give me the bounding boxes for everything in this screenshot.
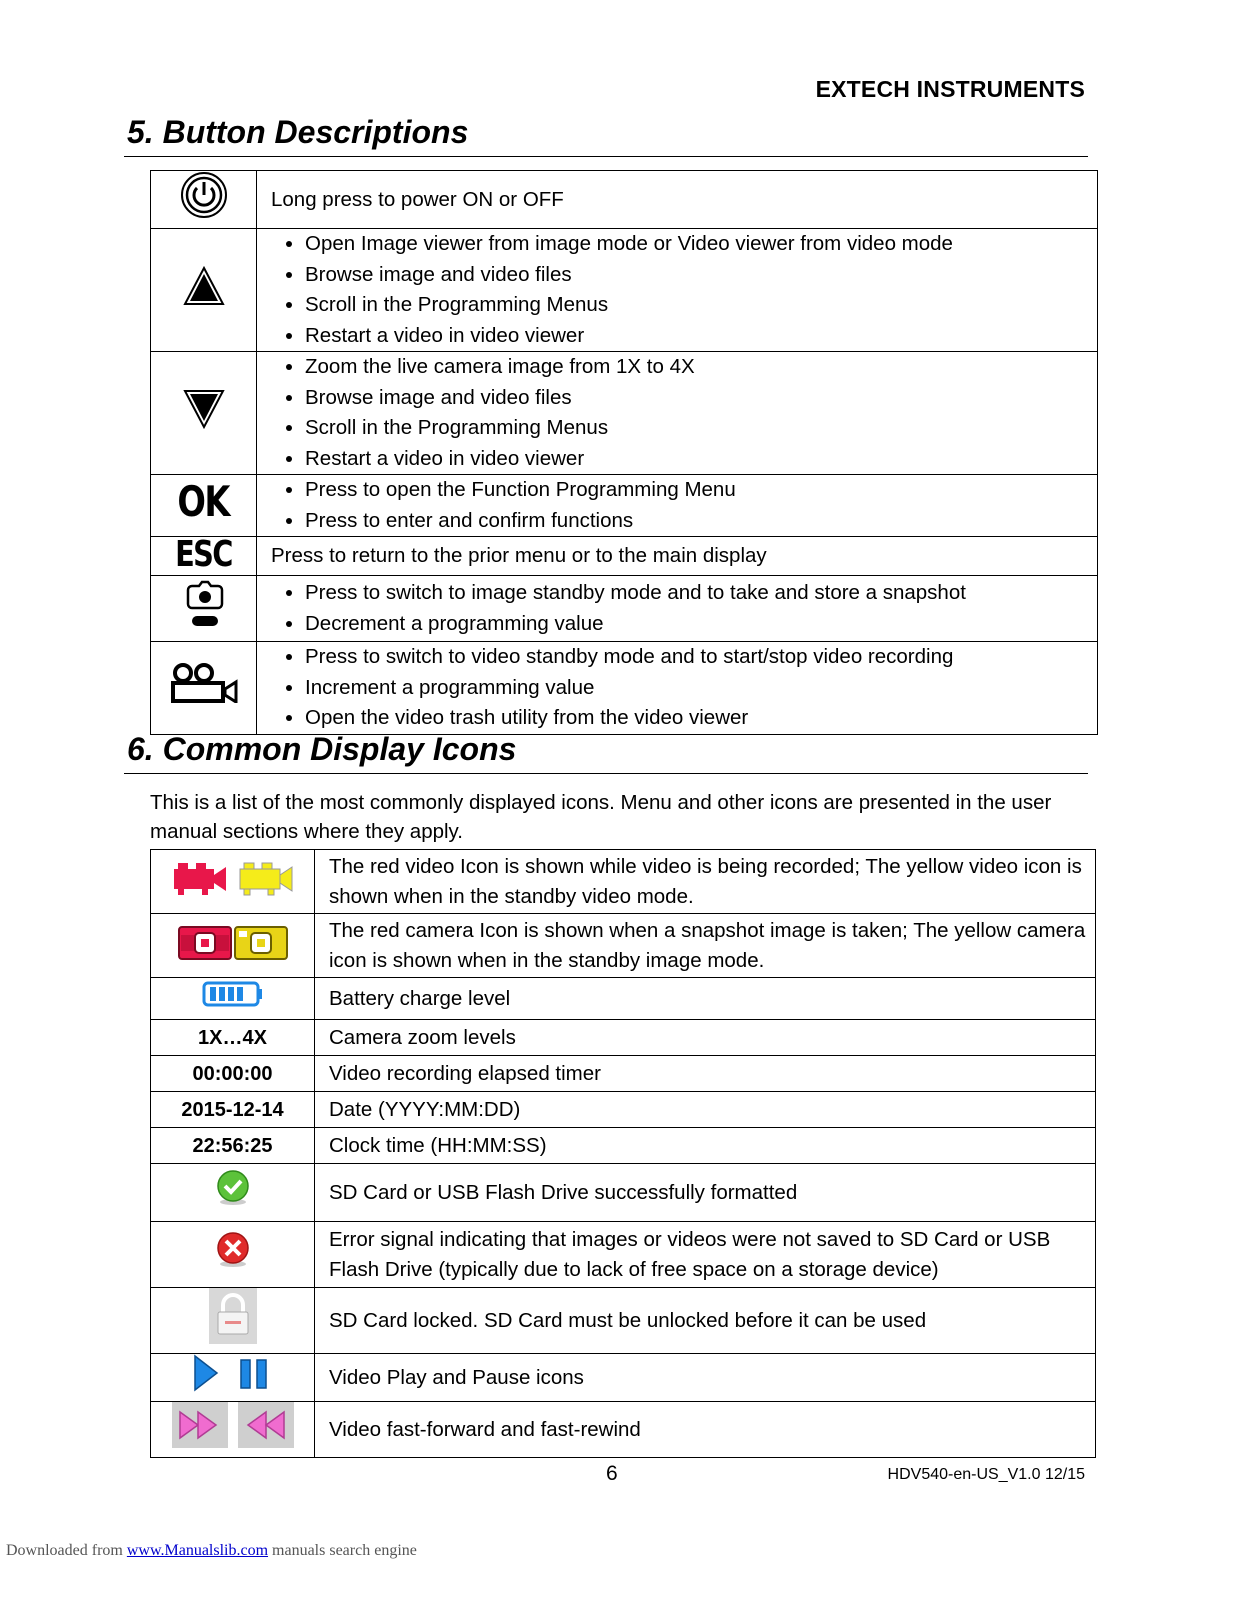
table-row — [151, 229, 1098, 352]
table-row — [151, 1402, 1096, 1458]
table-row — [151, 1056, 1096, 1092]
error-icon — [213, 1230, 253, 1270]
download-note — [6, 1542, 417, 1560]
row-text: Clock time (HH:MM:SS) — [315, 1128, 1096, 1164]
table-row — [151, 537, 1098, 576]
download-suffix: manuals search engine — [268, 1542, 417, 1559]
row-text: Video fast-forward and fast-rewind — [315, 1402, 1096, 1458]
page-number: 6 — [606, 1462, 618, 1485]
table-row — [151, 1354, 1096, 1402]
bullet-list — [257, 578, 1097, 639]
up-triangle-icon — [183, 266, 225, 306]
lock-icon — [209, 1288, 257, 1344]
display-icons-table — [150, 849, 1096, 1458]
esc-button-label: ESC — [175, 534, 232, 575]
table-row — [151, 914, 1096, 978]
table-row — [151, 978, 1096, 1020]
section-rule — [124, 156, 1088, 157]
row-text: Error signal indicating that images or videos were not saved to SD Card or USB Flash Drive (typically due to lack of free space on a storage device) — [315, 1222, 1096, 1288]
list-item: • Restart a video in video viewer — [305, 444, 1097, 475]
power-icon-cell — [151, 171, 257, 229]
row-text: The red video Icon is shown while video is being recorded; The yellow video icon is shown when in the standby video mode. — [315, 850, 1096, 914]
list-item: • Decrement a programming value — [305, 609, 1097, 640]
list-item: • Browse image and video files — [305, 260, 1097, 291]
row-text: Long press to power ON or OFF — [257, 171, 1098, 229]
table-row — [151, 1092, 1096, 1128]
video-button-icon — [170, 663, 238, 703]
bullet-list — [257, 229, 1097, 351]
table-row — [151, 576, 1098, 642]
play-pause-icons — [191, 1354, 275, 1392]
bullet-list — [257, 642, 1097, 734]
row-text: Battery charge level — [315, 978, 1096, 1020]
list-item: • Open the video trash utility from the video viewer — [305, 703, 1097, 734]
list-item: • Scroll in the Programming Menus — [305, 413, 1097, 444]
row-text: Camera zoom levels — [315, 1020, 1096, 1056]
table-row — [151, 850, 1096, 914]
table-row — [151, 1288, 1096, 1354]
table-row — [151, 1020, 1096, 1056]
table-row — [151, 352, 1098, 475]
check-icon — [213, 1168, 253, 1208]
section-title-display-icons: 6. Common Display Icons — [127, 731, 517, 767]
list-item: • Press to open the Function Programming Menu — [305, 475, 1097, 506]
section-intro: This is a list of the most commonly displayed icons. Menu and other icons are presented in the user manual sections where they apply. — [150, 791, 1052, 843]
table-row — [151, 1222, 1096, 1288]
company-header: EXTECH INSTRUMENTS — [815, 76, 1085, 102]
ff-rewind-icons — [172, 1402, 294, 1448]
list-item: • Press to enter and confirm functions — [305, 506, 1097, 537]
row-text: Date (YYYY:MM:DD) — [315, 1092, 1096, 1128]
download-prefix: Downloaded from — [6, 1542, 127, 1559]
table-row — [151, 642, 1098, 735]
power-icon — [180, 171, 228, 219]
section-rule — [124, 773, 1088, 774]
table-row — [151, 171, 1098, 229]
list-item: • Scroll in the Programming Menus — [305, 290, 1097, 321]
row-text: Press to return to the prior menu or to the main display — [257, 537, 1098, 576]
row-text: The red camera Icon is shown when a snapshot image is taken; The yellow camera icon is shown when in the standby image mode. — [315, 914, 1096, 978]
clock-value: 22:56:25 — [151, 1128, 315, 1164]
document-code: HDV540-en-US_V1.0 12/15 — [887, 1466, 1085, 1483]
timer-value: 00:00:00 — [151, 1056, 315, 1092]
zoom-value: 1X…4X — [151, 1020, 315, 1056]
row-text: SD Card locked. SD Card must be unlocked before it can be used — [315, 1288, 1096, 1354]
table-row — [151, 1128, 1096, 1164]
row-text: Video recording elapsed timer — [315, 1056, 1096, 1092]
list-item: • Press to switch to video standby mode and to start/stop video recording — [305, 642, 1097, 673]
list-item: • Press to switch to image standby mode and to take and store a snapshot — [305, 578, 1097, 609]
ok-button-label: OK — [177, 476, 230, 526]
list-item: • Open Image viewer from image mode or Video viewer from video mode — [305, 229, 1097, 260]
row-text: Video Play and Pause icons — [315, 1354, 1096, 1402]
list-item: • Restart a video in video viewer — [305, 321, 1097, 352]
down-triangle-icon — [183, 389, 225, 429]
section-title-button-descriptions: 5. Button Descriptions — [127, 114, 469, 150]
battery-icon — [202, 980, 264, 1008]
camera-snapshot-icons — [177, 919, 289, 963]
bullet-list — [257, 352, 1097, 474]
manualslib-link[interactable]: www.Manualslib.com — [126, 1542, 269, 1559]
bullet-list — [257, 475, 1097, 536]
button-descriptions-table — [150, 170, 1098, 735]
table-row — [151, 475, 1098, 537]
row-text: SD Card or USB Flash Drive successfully formatted — [315, 1164, 1096, 1222]
list-item: • Browse image and video files — [305, 383, 1097, 414]
video-record-icons — [170, 857, 296, 897]
list-item: • Zoom the live camera image from 1X to 4X — [305, 352, 1097, 383]
table-row — [151, 1164, 1096, 1222]
date-value: 2015-12-14 — [151, 1092, 315, 1128]
camera-button-icon — [184, 576, 224, 632]
list-item: • Increment a programming value — [305, 673, 1097, 704]
